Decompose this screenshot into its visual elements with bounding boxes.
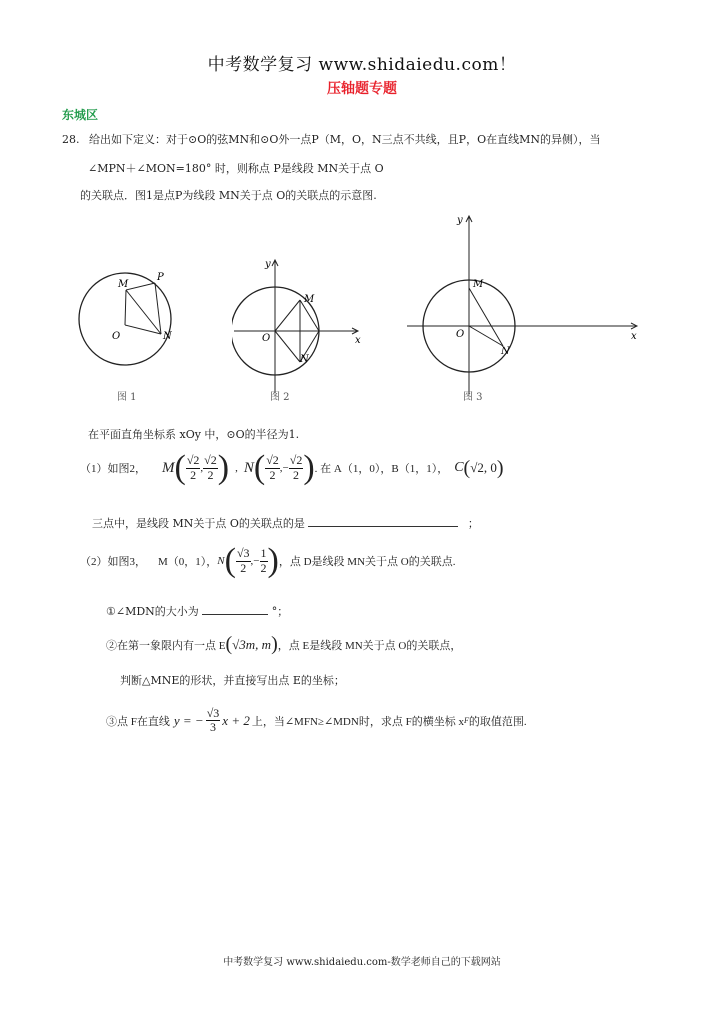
paren-close: ) [267, 542, 279, 579]
figure-1 [75, 255, 185, 405]
part2-q3 [106, 707, 527, 734]
fig1-label-O: O [112, 331, 121, 342]
minus-sign: − [253, 555, 260, 567]
comma: , [279, 462, 283, 474]
figure-2 [232, 255, 372, 405]
part1-M-x-fraction: $\frac{√2}{2}$ [186, 453, 200, 482]
minus-sign: − [282, 462, 289, 474]
fig2-segment-OM [275, 300, 300, 331]
part2-q3-prefix: ③点 F在直线 [106, 715, 170, 728]
part2-q3-fraction: $\frac{√3}{3}$ [206, 706, 220, 735]
paren-open: ( [225, 633, 233, 655]
problem-intro-line3: 的关联点．图1是点P为线段 MN关于点 O的关联点的示意图. [80, 189, 377, 202]
part2-q1-prefix: ①∠MDN的大小为 [106, 605, 199, 618]
fig1-label-M: M [118, 279, 129, 290]
paren-close: ) [271, 633, 278, 655]
comma: , [200, 462, 204, 474]
part2-q2-coord: √3m, m [232, 636, 272, 652]
fig1-label-P: P [157, 272, 164, 283]
part2-N-label: N [217, 555, 225, 567]
problem-intro-text1: 给出如下定义：对于⊙O的弦MN和⊙O外一点P（M，O，N三点不共线，且P，O在直线MN的异侧），当 [89, 133, 601, 146]
part2-q3-suffix: 上，当∠MFN≥∠MDN时，求点 F的横坐标 x [251, 715, 464, 728]
fig2-segment-ON [275, 331, 300, 362]
part2-N-x-fraction: $\frac{√3}{2}$ [236, 546, 250, 575]
part1-points: . 在 A（1，0），B（1，1）， [314, 463, 449, 475]
problem-number: 28. [62, 133, 80, 146]
page-footer: 中考数学复习 www.shidaiedu.com-数学老师自己的下载网站 [223, 957, 501, 968]
fig2-label-x: x [355, 335, 361, 346]
part1-question: 三点中，是线段 MN关于点 O的关联点的是 [92, 517, 305, 530]
answer-blank-1[interactable] [308, 526, 458, 527]
comma: , [235, 462, 238, 474]
paren-open: ( [224, 542, 236, 579]
part1-end: ； [467, 517, 479, 530]
paren-open: ( [463, 456, 471, 479]
part1-M-y-fraction: $\frac{√2}{2}$ [204, 453, 217, 482]
part2-tail: ，点 D是线段 MN关于点 O的关联点. [278, 556, 456, 568]
part2-q2-prefix: ②在第一象限内有一点 E [106, 639, 226, 652]
answer-blank-2[interactable] [202, 614, 268, 615]
fig1-segment-MO [125, 290, 126, 325]
part1-N-label: N [243, 459, 254, 476]
paren-close: ) [303, 449, 315, 486]
fig3-label-O: O [456, 329, 465, 340]
fig2-label-N: N [300, 354, 309, 365]
part1-M-label: M [162, 459, 175, 476]
part1-N-x-fraction: $\frac{√2}{2}$ [266, 453, 279, 482]
fig2-label-y: y [265, 259, 271, 270]
part2-q2-line2: 判断△MNE的形状，并直接写出点 E的坐标； [120, 674, 345, 687]
part2-N-y-fraction: $\frac{1}{2}$ [260, 546, 267, 575]
problem-intro-line1 [62, 131, 600, 147]
paren-open: ( [174, 449, 186, 486]
part1-N-y-fraction: $\frac{√2}{2}$ [289, 453, 303, 482]
page-subtitle: 压轴题专题 [327, 81, 397, 97]
region-label: 东城区 [62, 108, 99, 122]
fig2-caption: 图 2 [270, 392, 290, 403]
part2-M-coord: M（0，1）， [158, 556, 218, 568]
part2-q1-suffix: °； [271, 605, 289, 618]
fig1-caption: 图 1 [117, 392, 137, 403]
page-title: 中考数学复习 www.shidaiedu.com！ [207, 55, 517, 75]
part1-line2 [92, 515, 479, 531]
figure-3 [405, 208, 645, 405]
part2-q3-end: 的取值范围. [468, 715, 527, 728]
part1-prefix: （1）如图2， [80, 463, 146, 475]
part2-q3-sub: F [463, 716, 469, 726]
fig3-caption: 图 3 [463, 392, 483, 403]
fig2-label-O: O [262, 333, 271, 344]
part2-line1 [80, 544, 455, 578]
fig1-segment-PN [155, 283, 161, 334]
part2-q2-suffix: ，点 E是线段 MN关于点 O的关联点， [277, 639, 462, 652]
problem-intro-line2: ∠MPN＋∠MON=180° 时，则称点 P是线段 MN关于点 O [88, 162, 384, 175]
fig1-segment-ON [125, 325, 161, 334]
fig3-label-y: y [457, 215, 463, 226]
paren-close: ) [496, 456, 504, 479]
fig3-label-N: N [501, 346, 510, 357]
part2-q3-y: y = − [173, 712, 204, 728]
part2-q1 [106, 603, 288, 619]
fig3-segment-MN [469, 288, 503, 346]
fig1-label-N: N [163, 331, 172, 342]
fig3-label-M: M [473, 279, 484, 290]
fig2-label-M: M [304, 294, 315, 305]
fig3-segment-ON [469, 326, 503, 346]
comma: , [250, 555, 254, 567]
part2-q3-x: x + 2 [222, 712, 250, 728]
paren-close: ) [217, 449, 230, 486]
paren-open: ( [253, 449, 266, 486]
part2-prefix: （2）如图3， [80, 556, 146, 568]
part1-C-label: C [454, 460, 464, 475]
part1-C-coord: √2, 0 [470, 460, 497, 475]
setup-text: 在平面直角坐标系 xOy 中，⊙O的半径为1. [88, 428, 300, 441]
fig1-segment-MN [126, 290, 161, 334]
part1-line1 [80, 451, 504, 485]
fig1-segment-MP [126, 283, 155, 290]
fig3-label-x: x [631, 331, 637, 342]
part2-q2 [106, 633, 461, 656]
